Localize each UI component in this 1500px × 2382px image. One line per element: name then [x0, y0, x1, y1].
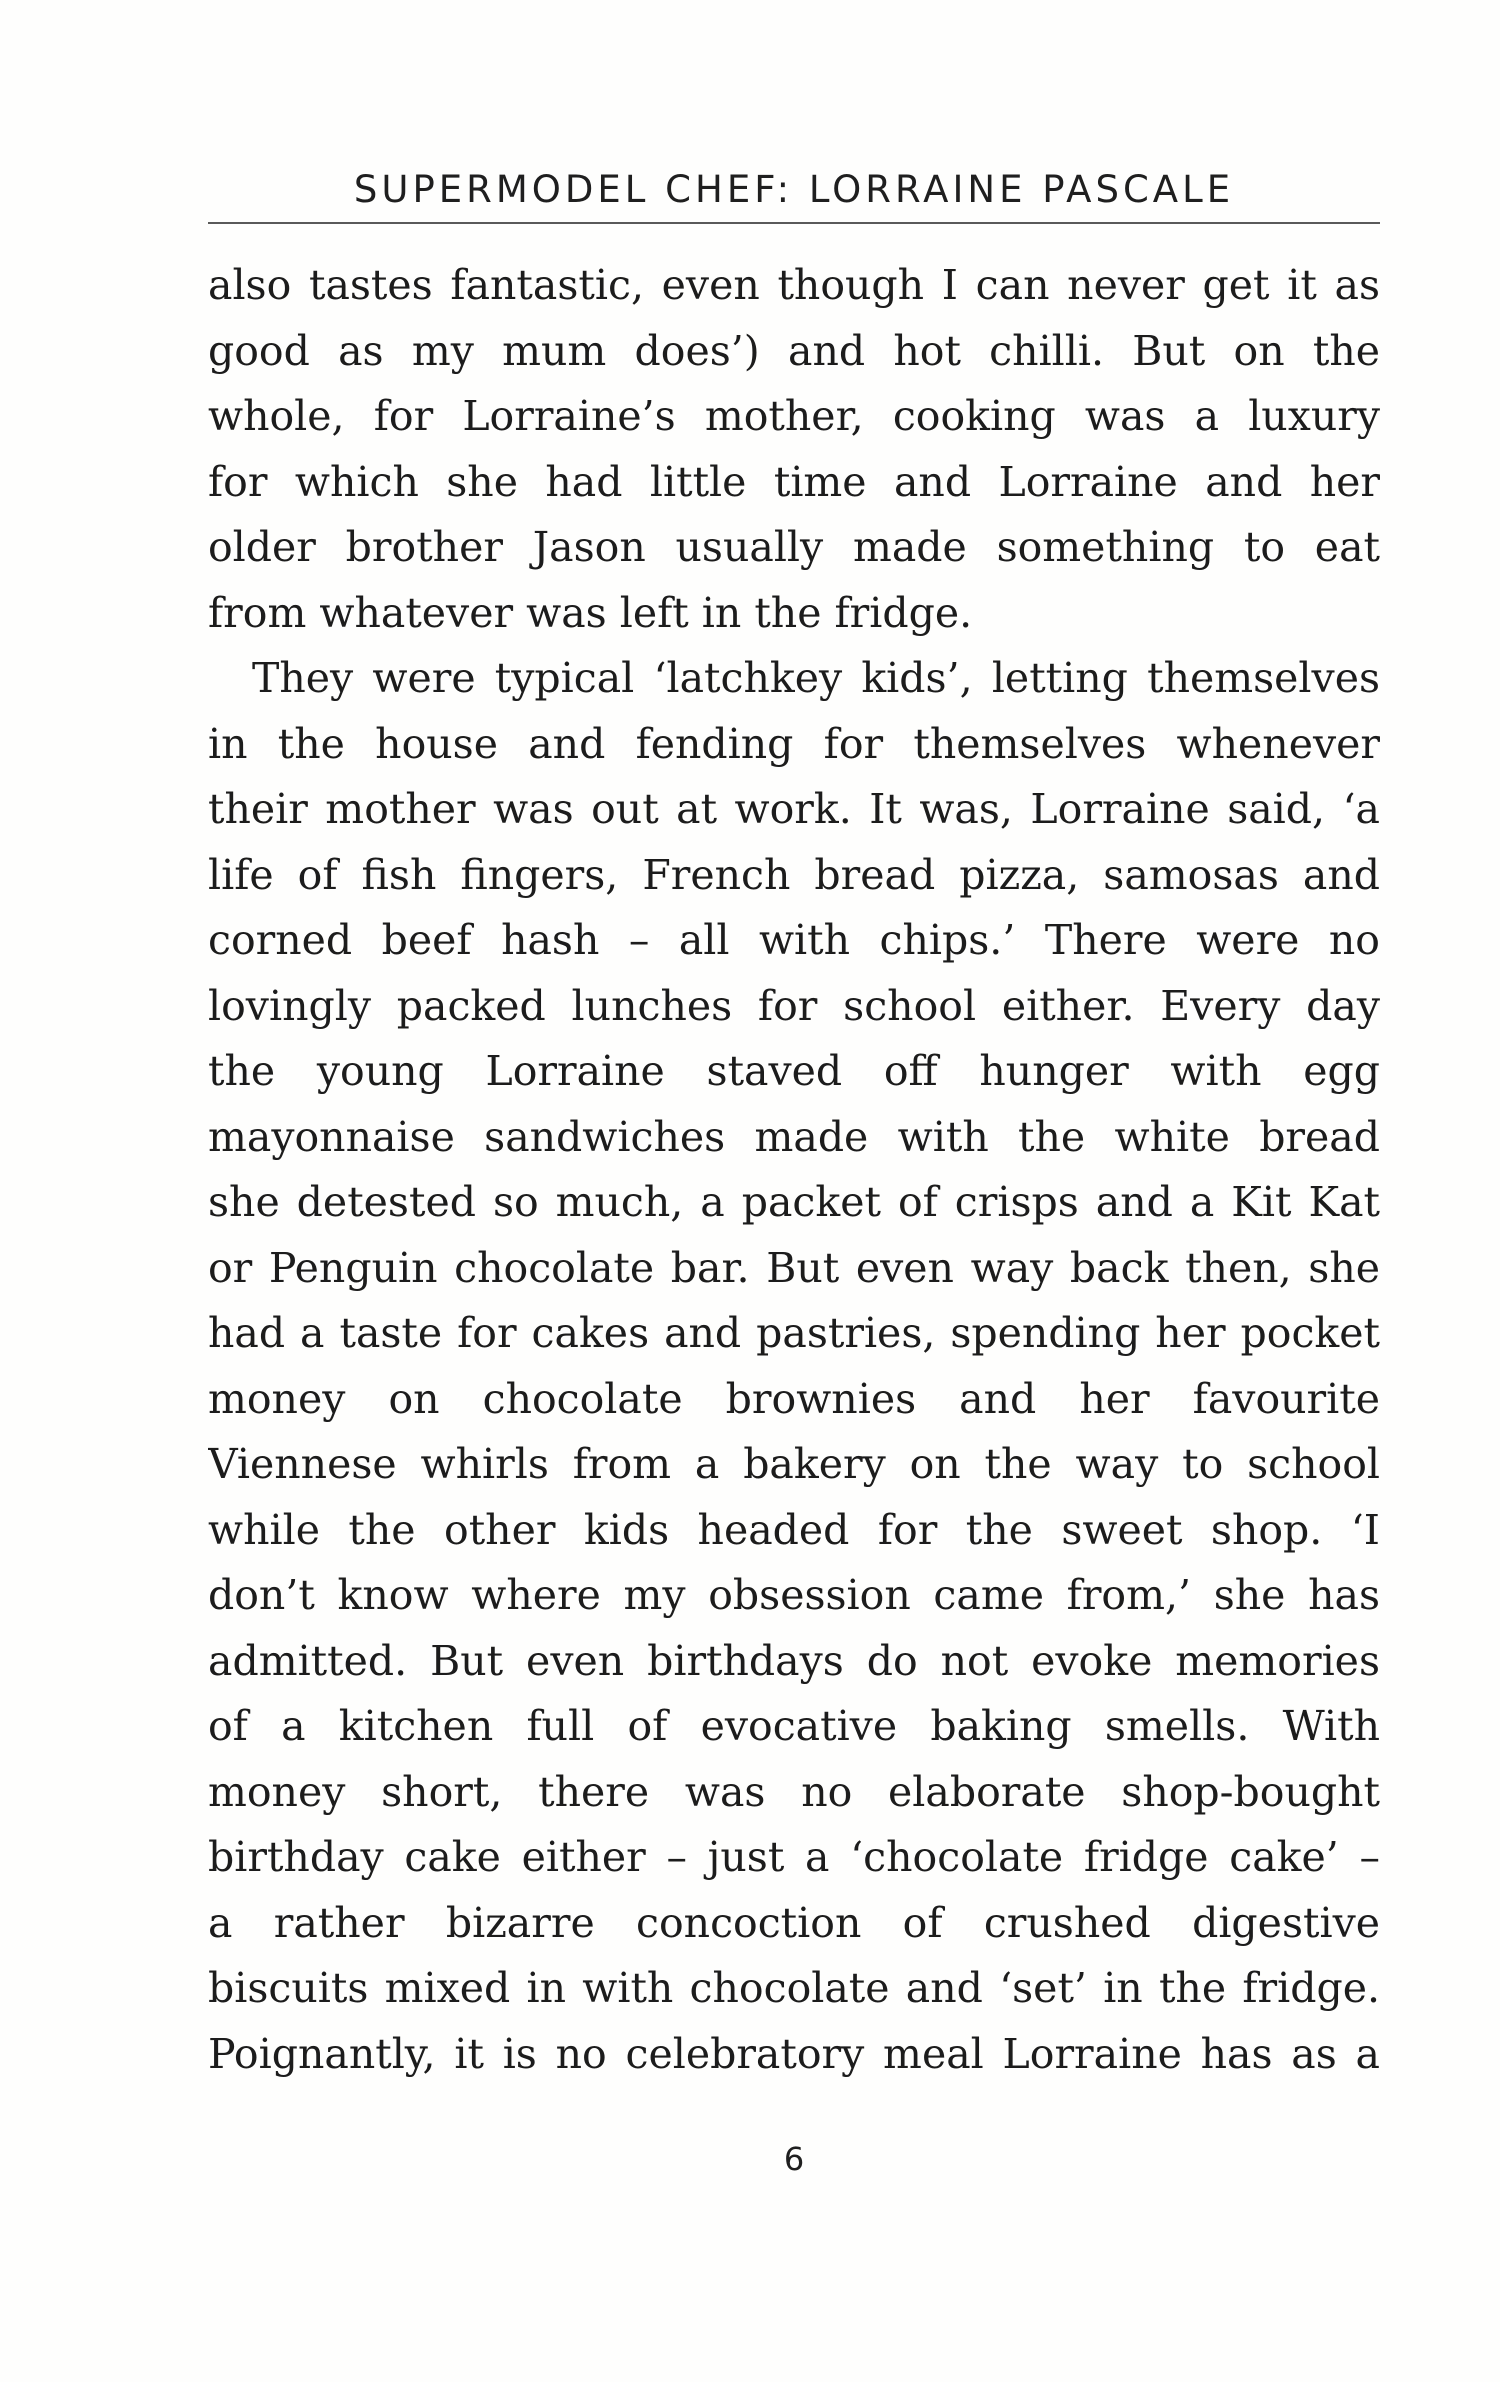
- page-number: 6: [783, 2140, 805, 2178]
- text-line: money short, there was no elaborate shop-bought: [208, 1767, 1380, 1816]
- paragraph: [208, 253, 1380, 646]
- header-rule: [208, 222, 1380, 224]
- running-head: SUPERMODEL CHEF: LORRAINE PASCALE: [353, 168, 1235, 211]
- text-line: in the house and fending for themselves whenever: [208, 719, 1380, 768]
- text-line: of a kitchen full of evocative baking smells. With: [208, 1702, 1380, 1750]
- text-line: from whatever was left in the fridge.: [208, 588, 973, 637]
- text-line: or Penguin chocolate bar. But even way back then, she: [208, 1243, 1380, 1292]
- text-line: a rather bizarre concoction of crushed digestive: [208, 1898, 1380, 1947]
- text-line: she detested so much, a packet of crisps and a Kit Kat: [208, 1178, 1380, 1226]
- text-line: their mother was out at work. It was, Lorraine said, ‘a: [208, 785, 1380, 833]
- body-text: [208, 253, 1380, 2087]
- text-line: They were typical ‘latchkey kids’, letting themselves: [252, 654, 1380, 702]
- text-line: for which she had little time and Lorraine and her: [208, 457, 1380, 506]
- text-line: older brother Jason usually made something to eat: [208, 523, 1380, 571]
- text-line: the young Lorraine staved off hunger with egg: [208, 1047, 1380, 1095]
- text-line: Poignantly, it is no celebratory meal Lorraine has as a: [208, 2029, 1380, 2078]
- text-line: while the other kids headed for the sweet shop. ‘I: [208, 1505, 1380, 1554]
- text-line: money on chocolate brownies and her favourite: [208, 1374, 1380, 1423]
- text-line: corned beef hash – all with chips.’ There were no: [208, 916, 1380, 964]
- text-line: Viennese whirls from a bakery on the way to school: [208, 1440, 1380, 1488]
- paragraph: [208, 646, 1380, 2087]
- text-line: don’t know where my obsession came from,’ she has: [208, 1571, 1380, 1619]
- text-line: had a taste for cakes and pastries, spending her pocket: [208, 1309, 1380, 1357]
- text-line: life of fish fingers, French bread pizza, samosas and: [208, 850, 1380, 899]
- text-line: whole, for Lorraine’s mother, cooking was a luxury: [208, 392, 1380, 440]
- text-line: admitted. But even birthdays do not evoke memories: [208, 1636, 1380, 1685]
- text-line: biscuits mixed in with chocolate and ‘set’ in the fridge.: [208, 1964, 1380, 2012]
- text-line: also tastes fantastic, even though I can never get it as: [208, 261, 1380, 309]
- text-line: good as my mum does’) and hot chilli. But on the: [208, 326, 1380, 375]
- text-line: mayonnaise sandwiches made with the white bread: [208, 1112, 1380, 1161]
- text-line: birthday cake either – just a ‘chocolate fridge cake’ –: [208, 1833, 1380, 1881]
- text-line: lovingly packed lunches for school either. Every day: [208, 981, 1380, 1030]
